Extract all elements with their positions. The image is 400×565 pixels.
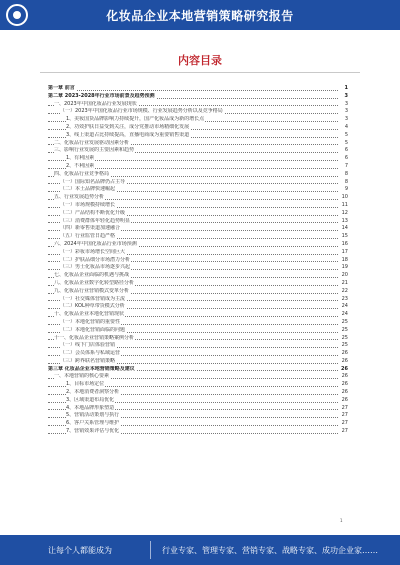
toc-page-number: 16	[338, 241, 348, 249]
toc-page-number: 23	[338, 296, 348, 304]
toc-page-number: 24	[338, 303, 348, 311]
toc-entry-row[interactable]	[48, 116, 348, 124]
toc-entry-row[interactable]	[48, 296, 348, 304]
toc-entry-text: 6、客户关系管理与维护	[66, 420, 120, 427]
toc-entry-text: （二）KOL种草带货模式分析	[60, 303, 125, 310]
toc-entry-row[interactable]	[48, 280, 348, 288]
toc-entry-row[interactable]	[48, 171, 348, 179]
toc-page-number: 25	[338, 327, 348, 335]
toc-page-number: 18	[338, 257, 348, 265]
toc-entry-text: （一）彩妆市场增长空间巨大	[60, 248, 126, 255]
toc-entry-text: 第二章 2023-2028年行业市场前景及趋势预测	[48, 92, 155, 99]
toc-entry-row[interactable]	[48, 194, 348, 202]
toc-entry-row[interactable]	[48, 327, 348, 335]
toc-entry-row[interactable]	[48, 381, 348, 389]
toc-entry-row[interactable]	[48, 389, 348, 397]
toc-title-divider	[40, 72, 360, 73]
toc-dot-leader	[48, 90, 338, 91]
toc-page-number: 12	[338, 210, 348, 218]
toc-entry-text: 第一章 前言	[48, 85, 75, 91]
toc-entry-text: 六、2024年中国化妆品行业市场预测	[54, 240, 137, 247]
toc-page-number: 21	[338, 280, 348, 288]
toc-page-number: 25	[338, 335, 348, 343]
toc-entry-text: 九、化妆品行业营销模式变革分析	[54, 287, 130, 294]
toc-entry-text: 十一、化妆品企业营销策略案例分析	[54, 334, 135, 341]
toc-entry-row[interactable]	[48, 257, 348, 265]
report-footer	[0, 535, 400, 565]
toc-page-number: 4	[338, 124, 348, 132]
toc-entry-row[interactable]	[48, 108, 348, 116]
toc-entry-row[interactable]	[48, 319, 348, 327]
toc-page-number: 5	[338, 140, 348, 148]
toc-entry-text: （一）社交媒体营销成为主流	[60, 295, 126, 302]
toc-entry-row[interactable]	[48, 303, 348, 311]
toc-page-number: 26	[338, 366, 348, 374]
toc-title: 内容目录	[178, 54, 222, 67]
toc-entry-text: 1、美妆国货品牌影响力持续提升，国产化妆品成为新的增长点	[66, 116, 205, 123]
toc-entry-text: 2、功效护肤日益受到关注，成分党推动市场精细化发展	[66, 123, 190, 130]
toc-entry-row[interactable]	[48, 342, 348, 350]
toc-entry-row[interactable]	[48, 179, 348, 187]
toc-entry-text: 3、区域渠道布局优化	[66, 396, 115, 403]
report-header	[0, 0, 400, 30]
toc-entry-row[interactable]	[48, 272, 348, 280]
toc-entry-row[interactable]	[48, 358, 348, 366]
footer-divider	[150, 541, 151, 559]
toc-entry-row[interactable]	[48, 311, 348, 319]
toc-entry-row[interactable]	[48, 350, 348, 358]
toc-page-number: 26	[338, 350, 348, 358]
toc-entry-row[interactable]	[48, 218, 348, 226]
toc-entry-row[interactable]	[48, 264, 348, 272]
toc-entry-text: 十、化妆品企业本地化营销现状	[54, 311, 125, 318]
toc-entry-text: （三）消费群体年轻化趋势明显	[60, 217, 131, 224]
toc-entry-text: 第三章 化妆品企业本地营销策略及建议	[48, 365, 135, 372]
toc-page-number: 6	[338, 155, 348, 163]
toc-chapter-row[interactable]	[48, 85, 348, 93]
toc-page-number: 3	[338, 108, 348, 116]
toc-page-number: 15	[338, 233, 348, 241]
toc-page-number: 27	[338, 420, 348, 428]
toc-entry-row[interactable]	[48, 101, 348, 109]
toc-entry-row[interactable]	[48, 147, 348, 155]
toc-entry-row[interactable]	[48, 412, 348, 420]
toc-entry-text: 八、化妆品企业数字化转型路径分析	[54, 279, 135, 286]
toc-page-number: 8	[338, 171, 348, 179]
toc-entry-text: （三）男士化妆品市场逐步兴起	[60, 264, 131, 271]
toc-entry-row[interactable]	[48, 405, 348, 413]
toc-entry-row[interactable]	[48, 186, 348, 194]
toc-entry-text: （一）市场规模持续增长	[60, 201, 116, 208]
toc-page-number: 27	[338, 428, 348, 436]
toc-page-number: 5	[338, 132, 348, 140]
toc-page-number: 13	[338, 218, 348, 226]
toc-page-number: 11	[338, 202, 348, 210]
toc-page-number: 26	[338, 358, 348, 366]
page-number: 1	[340, 518, 343, 523]
toc-page-number: 9	[338, 186, 348, 194]
toc-entry-text: （二）本土品牌快速崛起	[60, 186, 116, 193]
toc-page-number: 26	[338, 381, 348, 389]
toc-page-number: 14	[338, 225, 348, 233]
toc-page-number: 24	[338, 311, 348, 319]
toc-chapter-row[interactable]	[48, 366, 348, 374]
toc-entry-text: （一）本地化营销的重要性	[60, 318, 121, 325]
toc-entry-row[interactable]	[48, 373, 348, 381]
toc-entry-row[interactable]	[48, 397, 348, 405]
toc-page-number: 26	[338, 373, 348, 381]
toc-page-number: 6	[338, 147, 348, 155]
toc-entry-row[interactable]	[48, 132, 348, 140]
report-title: 化妆品企业本地营销策略研究报告	[106, 9, 294, 23]
toc-page-number: 3	[338, 93, 348, 101]
toc-entry-text: （二）会员体系与私域运营	[60, 350, 121, 357]
toc-entry-text: （四）新零售渠道加速融合	[60, 225, 121, 232]
toc-entry-text: （二）护肤品细分市场潜力分析	[60, 256, 131, 263]
toc-entry-text: 五、行业发展趋势分析	[54, 194, 105, 201]
toc-page-number: 7	[338, 163, 348, 171]
toc-page-number: 3	[338, 116, 348, 124]
toc-entry-text: 4、本地品牌形象塑造	[66, 404, 115, 411]
toc-entry-text: （一）2023年中国化妆品行业市场规模、行业发展趋势分析以及竞争格局	[60, 108, 223, 115]
toc-entry-text: 5、营销活动策划与执行	[66, 412, 120, 419]
toc-entry-row[interactable]	[48, 241, 348, 249]
toc-page-number: 22	[338, 288, 348, 296]
toc-page-number: 20	[338, 272, 348, 280]
toc-page-number: 26	[338, 389, 348, 397]
toc-page-number: 1	[338, 85, 348, 93]
toc-page-number: 25	[338, 319, 348, 327]
toc-entry-row[interactable]	[48, 202, 348, 210]
toc-entry-text: 三、影响行业发展的主要因素和趋势	[54, 147, 135, 154]
toc-entry-text: 3、线上渠道占比持续提高，直播电商成为重要销售渠道	[66, 131, 190, 138]
toc-entry-row[interactable]	[48, 210, 348, 218]
toc-entry-text: （一）线下门店体验营销	[60, 342, 116, 349]
toc-entry-text: （三）跨界联名营销策略	[60, 357, 116, 364]
toc-entry-row[interactable]	[48, 420, 348, 428]
toc-chapter-row[interactable]	[48, 93, 348, 101]
toc-entry-text: 1、目标市场定位	[66, 381, 105, 388]
toc-entry-text: 1、有利因素	[66, 155, 95, 162]
toc-page-number: 27	[338, 412, 348, 420]
toc-entry-row[interactable]	[48, 335, 348, 343]
toc-entry-text: （二）本地化营销面临的问题	[60, 326, 126, 333]
toc-page-number: 10	[338, 194, 348, 202]
toc-entry-text: （五）行业监管日趋严格	[60, 233, 116, 240]
toc-page-number: 17	[338, 249, 348, 257]
toc-entry-row[interactable]	[48, 155, 348, 163]
toc-page-number: 25	[338, 342, 348, 350]
toc-entry-row[interactable]	[48, 163, 348, 171]
toc-page-number: 8	[338, 179, 348, 187]
toc-entry-text: （二）产品结构不断优化升级	[60, 209, 126, 216]
toc-entry-text: 七、化妆品企业面临的机遇与挑战	[54, 272, 130, 279]
toc-page-number: 27	[338, 405, 348, 413]
toc-entry-row[interactable]	[48, 225, 348, 233]
toc-entry-text: 四、化妆品行业竞争格局	[54, 170, 110, 177]
toc-entry-row[interactable]	[48, 140, 348, 148]
footer-slogan: 让每个人都能成为	[48, 546, 112, 555]
toc-entry-row[interactable]	[48, 288, 348, 296]
footer-tagline: 行业专家、管理专家、营销专家、战略专家、成功企业家……	[162, 546, 378, 555]
toc-entry-text: 2、不利因素	[66, 162, 95, 169]
toc-page-number: 3	[338, 101, 348, 109]
toc-page-number: 26	[338, 397, 348, 405]
toc-entry-text: 一、本地营销的核心要素	[54, 373, 110, 380]
toc-entry-text: 2、本地消费者洞察分析	[66, 389, 120, 396]
toc-entry-text: 一、2023年中国化妆品行业发展现状	[54, 100, 137, 107]
toc-entry-row[interactable]	[48, 428, 348, 436]
toc-entry-row[interactable]	[48, 124, 348, 132]
toc-entry-row[interactable]	[48, 233, 348, 241]
table-of-contents	[48, 85, 348, 436]
toc-entry-text: （一）国际知名品牌仍占主导	[60, 178, 126, 185]
toc-entry-row[interactable]	[48, 249, 348, 257]
toc-entry-text: 7、营销效果评估与优化	[66, 428, 120, 435]
toc-page-number: 19	[338, 264, 348, 272]
toc-entry-text: 二、化妆品行业发展驱动因素分析	[54, 139, 130, 146]
